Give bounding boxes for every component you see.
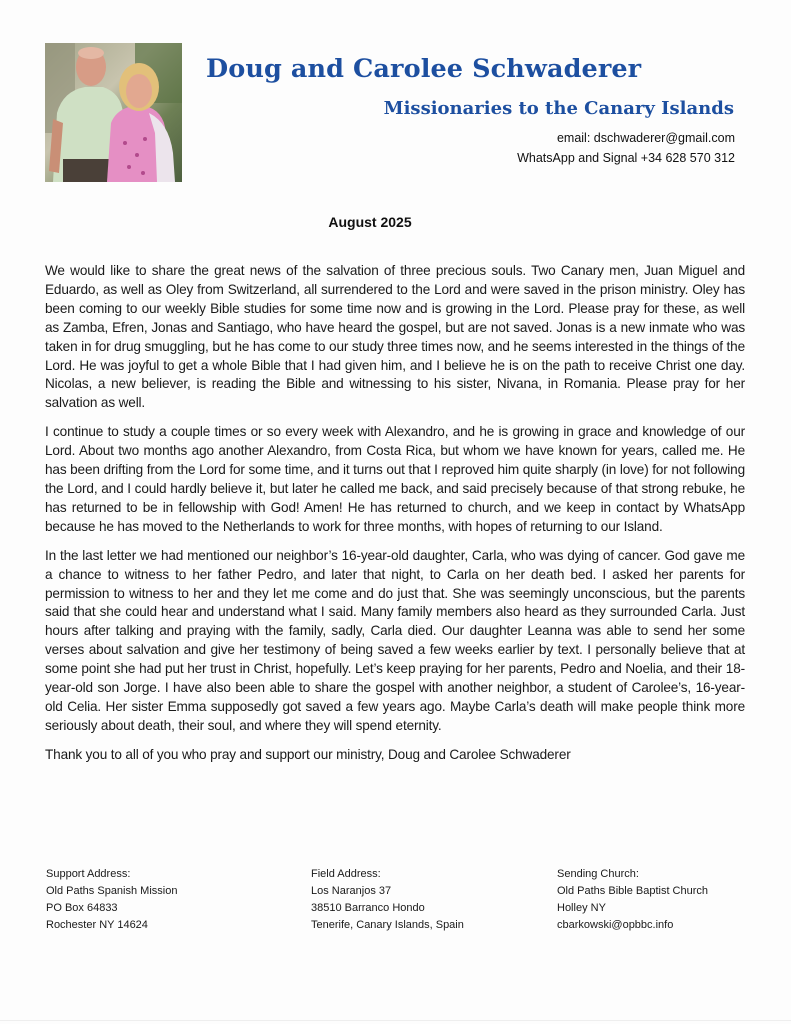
field-address-label: Field Address: [311, 868, 381, 880]
page-subtitle: Missionaries to the Canary Islands [383, 98, 734, 119]
scan-edge-divider [0, 1020, 791, 1021]
letter-body [45, 262, 745, 775]
support-address-line: Old Paths Spanish Mission [46, 885, 178, 897]
letter-date: August 2025 [328, 214, 412, 230]
page-title: Doug and Carolee Schwaderer [206, 54, 642, 84]
phone-line: WhatsApp and Signal +34 628 570 312 [517, 151, 735, 165]
contact-info [517, 128, 735, 168]
sending-church-email: cbarkowski@opbbc.info [557, 919, 674, 931]
field-address-line: Los Naranjos 37 [311, 885, 392, 897]
sending-church-line: Old Paths Bible Baptist Church [557, 885, 709, 897]
paragraph-2: I continue to study a couple times or so every week with Alexandro, and he is growing in grace and knowledge of our Lord. About two months ago another Alexandro, from Costa Rica, but whom we have known for years, called me. He has been drifting from the Lord for some time, and it turns out that I reproved him quite sharply (in love) for not following the Lord, and I could hardly believe it, but later he called me back, and said precisely because of that strong rebuke, he has returned to be in fellowship with God! Amen! He has returned to church, and we keep in contact by WhatsApp because he has moved to the Netherlands to work for three months, with hopes of returning to our Island. [45, 424, 745, 534]
sending-church-line: Holley NY [557, 902, 606, 914]
field-address-line: 38510 Barranco Hondo [311, 902, 425, 914]
sending-church-label: Sending Church: [557, 868, 639, 880]
field-address-line: Tenerife, Canary Islands, Spain [311, 919, 464, 931]
support-address-line: PO Box 64833 [46, 902, 118, 914]
photo-illustration [45, 43, 182, 182]
signoff: Thank you to all of you who pray and support our ministry, Doug and Carolee Schwaderer [45, 746, 571, 762]
paragraph-3: In the last letter we had mentioned our neighbor’s 16-year-old daughter, Carla, who was dying of cancer. God gave me a chance to witness to her father Pedro, and later that night, to Carla on her death bed. I asked her parents for permission to witness to her and they let me come and do just that. She was seemingly unconscious, but the parents said that she could hear and understand what I said. Many family members also heard as they surrounded Carla. Just hours after talking and praying with the family, sadly, Carla died. Our daughter Leanna was able to send her some verses about salvation and give her testimony of being saved a few weeks earlier by text. I personally believe that at some point she had put her trust in Christ, hopefully. Let’s keep praying for her parents, Pedro and Noelia, and their 18-year-old son Jorge. I have also been able to share the gospel with another neighbor, a student of Carolee’s, 16-year-old Celia. Her sister Emma supposedly got saved a few years ago. Maybe Carla’s death will make people think more seriously about death, their soul, and where they will spend eternity. [45, 547, 745, 733]
sending-church [557, 866, 708, 934]
email-line: email: dschwaderer@gmail.com [556, 131, 735, 145]
field-address [311, 866, 464, 934]
paragraph-1: We would like to share the great news of the salvation of three precious souls. Two Canary men, Juan Miguel and Eduardo, as well as Oley from Switzerland, all surrendered to the Lord and were saved in the prison ministry. Oley has been coming to our weekly Bible studies for some time now and is growing in the Lord. Please pray for these, as well as Zamba, Efren, Jonas and Santiago, who have heard the gospel, but are not saved. Jonas is a new inmate who was taken in for drug smuggling, but he has come to our study three times now, and he seems interested in the things of the Lord. He was joyful to get a whole Bible that I had given him, and I believe he is on the path to receive Christ one day. Nicolas, a new believer, is reading the Bible and witnessing to his sister, Nivana, in Romania. Please pray for her salvation as well. [45, 263, 745, 411]
support-address-label: Support Address: [46, 868, 131, 880]
couple-photo [45, 43, 182, 182]
support-address-line: Rochester NY 14624 [46, 919, 148, 931]
support-address [46, 866, 177, 934]
